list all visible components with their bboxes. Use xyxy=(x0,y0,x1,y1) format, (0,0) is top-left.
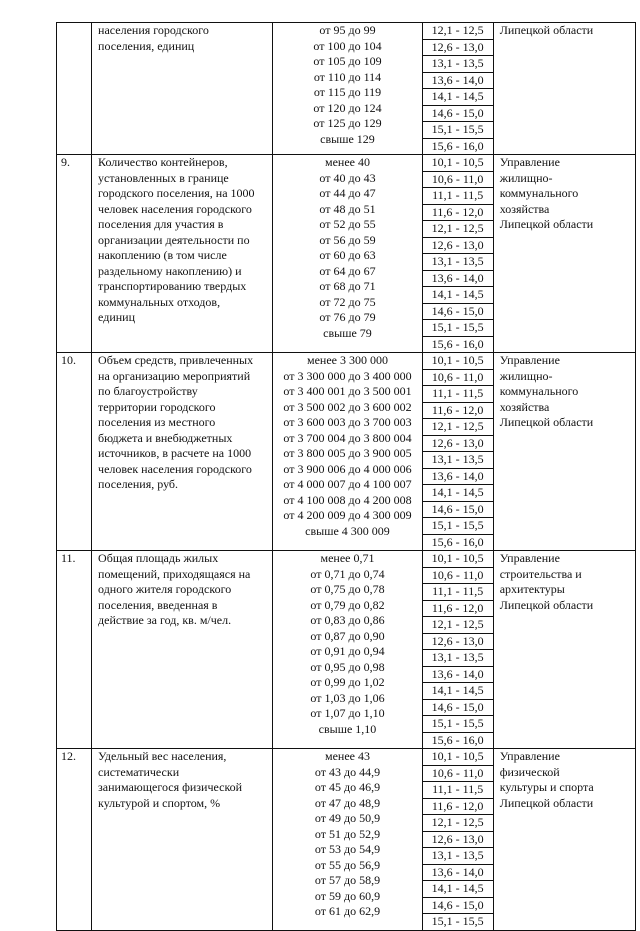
value-range: от 110 до 114 xyxy=(313,69,382,84)
value-range: от 0,95 до 0,98 xyxy=(310,659,385,674)
value-range: от 40 до 43 xyxy=(319,170,376,185)
score-value: 12,6 - 13,0 xyxy=(423,40,493,57)
score-value: 13,1 - 13,5 xyxy=(423,650,493,667)
score-cell xyxy=(422,23,493,155)
table-row xyxy=(57,155,636,353)
score-value: 11,1 - 11,5 xyxy=(423,782,493,799)
value-range: свыше 129 xyxy=(320,131,375,146)
score-value: 14,1 - 14,5 xyxy=(423,89,493,106)
responsible-org-line: Управление xyxy=(499,353,560,367)
score-value: 15,6 - 16,0 xyxy=(431,732,484,747)
score-value: 12,6 - 13,0 xyxy=(423,436,493,453)
score-value: 13,1 - 13,5 xyxy=(423,56,493,73)
value-range: от 47 до 48,9 xyxy=(314,795,381,810)
value-range: от 3 900 006 до 4 000 006 xyxy=(283,461,412,476)
value-range: от 60 до 63 xyxy=(319,248,376,262)
value-range-cell xyxy=(273,155,422,353)
indicator-name-line: Удельный вес населения, xyxy=(98,749,227,763)
score-value: 14,6 - 15,0 xyxy=(423,502,493,519)
indicator-name-cell xyxy=(92,353,273,551)
score-value: 15,1 - 15,5 xyxy=(431,914,484,928)
indicator-name-line: поселения для участия в xyxy=(98,217,224,231)
value-range: от 0,99 до 1,02 xyxy=(310,675,385,689)
indicator-name-line: раздельному накоплению) и xyxy=(98,263,242,278)
indicator-name-line: накоплению (в том числе xyxy=(98,248,227,262)
score-value: 11,6 - 12,0 xyxy=(423,205,493,222)
score-value: 13,6 - 14,0 xyxy=(423,667,493,684)
indicator-name-line: поселения из местного xyxy=(98,415,216,429)
score-value: 12,6 - 13,0 xyxy=(423,832,493,849)
indicator-name-line: помещений, приходящаяся на xyxy=(98,566,251,581)
score-value: 10,6 - 11,0 xyxy=(423,172,493,189)
value-range: от 48 до 51 xyxy=(319,201,376,216)
row-number: 9. xyxy=(61,155,70,169)
score-value: 10,1 - 10,5 xyxy=(423,353,493,370)
value-range: от 1,03 до 1,06 xyxy=(310,690,385,705)
value-range: от 100 до 104 xyxy=(313,38,382,53)
value-range: свыше 1,10 xyxy=(318,721,377,736)
row-number: 11. xyxy=(61,551,76,565)
value-range: от 95 до 99 xyxy=(319,23,376,37)
value-range: от 105 до 109 xyxy=(313,54,382,68)
score-value: 10,1 - 10,5 xyxy=(423,155,493,172)
responsible-org-line: хозяйства xyxy=(499,399,550,414)
score-value: 13,6 - 14,0 xyxy=(423,73,493,90)
score-value: 11,6 - 12,0 xyxy=(423,403,493,420)
value-range: от 55 до 56,9 xyxy=(314,857,381,872)
value-range: от 1,07 до 1,10 xyxy=(310,706,385,720)
row-number-cell xyxy=(57,155,92,353)
indicator-name-line: по благоустройству xyxy=(98,384,198,398)
score-value: 15,6 - 16,0 xyxy=(431,534,484,549)
responsible-org-cell xyxy=(493,353,635,551)
indicator-name-line: систематически xyxy=(98,764,180,779)
score-value: 15,6 - 16,0 xyxy=(431,138,484,153)
indicators-table-body xyxy=(57,23,636,931)
score-value: 12,1 - 12,5 xyxy=(423,221,493,238)
score-value: 14,6 - 15,0 xyxy=(423,898,493,915)
value-range: от 3 800 005 до 3 900 005 xyxy=(283,446,412,460)
value-range: от 44 до 47 xyxy=(319,186,376,200)
responsible-org-line: Управление xyxy=(499,155,560,169)
indicator-name-line: единиц xyxy=(98,310,136,324)
value-range: от 49 до 50,9 xyxy=(314,811,381,825)
score-value: 11,6 - 12,0 xyxy=(423,799,493,816)
indicator-name-line: населения городского xyxy=(98,23,209,37)
responsible-org-line: коммунального xyxy=(499,186,579,200)
row-number-cell xyxy=(57,353,92,551)
value-range: свыше 79 xyxy=(323,325,372,340)
value-range: от 61 до 62,9 xyxy=(314,904,381,918)
indicator-name-line: городского поселения, на 1000 xyxy=(98,186,255,200)
indicator-name-line: занимающегося физической xyxy=(98,780,243,794)
responsible-org-cell xyxy=(493,749,635,931)
row-number-cell xyxy=(57,551,92,749)
value-range: менее 43 xyxy=(324,749,370,763)
score-value: 15,1 - 15,5 xyxy=(423,518,493,535)
score-value: 10,6 - 11,0 xyxy=(423,766,493,783)
score-value: 10,6 - 11,0 xyxy=(423,568,493,585)
indicator-name-line: коммунальных отходов, xyxy=(98,294,221,309)
responsible-org-line: Липецкой области xyxy=(499,415,594,429)
value-range: от 56 до 59 xyxy=(319,232,376,247)
score-value: 10,1 - 10,5 xyxy=(423,551,493,568)
score-value: 14,6 - 15,0 xyxy=(423,304,493,321)
value-range: от 51 до 52,9 xyxy=(314,826,381,841)
indicator-name-line: Количество контейнеров, xyxy=(98,155,228,169)
score-value: 14,1 - 14,5 xyxy=(423,683,493,700)
responsible-org-cell xyxy=(493,551,635,749)
value-range: от 59 до 60,9 xyxy=(314,888,381,903)
row-number xyxy=(61,23,91,39)
indicator-name-line: поселения, введенная в xyxy=(98,597,218,612)
value-range: от 125 до 129 xyxy=(313,116,382,130)
value-range: менее 40 xyxy=(324,155,370,169)
score-cell xyxy=(422,551,493,749)
indicators-table xyxy=(56,22,636,931)
responsible-org-line: строительства и xyxy=(499,566,582,581)
score-value: 14,1 - 14,5 xyxy=(423,485,493,502)
value-range: от 4 200 009 до 4 300 009 xyxy=(283,508,412,522)
score-value: 12,6 - 13,0 xyxy=(423,634,493,651)
score-value: 12,1 - 12,5 xyxy=(423,815,493,832)
table-row xyxy=(57,551,636,749)
score-cell xyxy=(422,749,493,931)
table-row xyxy=(57,23,636,155)
indicator-name-line: человек населения городского xyxy=(98,201,252,216)
value-range-cell xyxy=(273,749,422,931)
responsible-org-cell xyxy=(493,155,635,353)
row-number: 12. xyxy=(61,749,76,763)
score-value: 14,6 - 15,0 xyxy=(423,700,493,717)
responsible-org-line: Управление xyxy=(499,551,560,565)
responsible-org-line: хозяйства xyxy=(499,201,550,216)
value-range: от 52 до 55 xyxy=(319,217,376,231)
score-value: 15,1 - 15,5 xyxy=(423,320,493,337)
score-value: 13,1 - 13,5 xyxy=(423,848,493,865)
value-range-cell xyxy=(273,353,422,551)
value-range: от 68 до 71 xyxy=(319,279,376,293)
indicator-name-line: установленных в границе xyxy=(98,170,229,185)
responsible-org-line: коммунального xyxy=(499,384,579,398)
score-value: 13,6 - 14,0 xyxy=(423,865,493,882)
value-range: от 120 до 124 xyxy=(313,100,382,115)
responsible-org-line: Управление xyxy=(499,749,560,763)
score-cell xyxy=(422,353,493,551)
value-range: от 53 до 54,9 xyxy=(314,842,381,856)
score-value: 10,6 - 11,0 xyxy=(423,370,493,387)
responsible-org-line: физической xyxy=(499,764,560,779)
responsible-org-line: культуры и спорта xyxy=(499,780,594,794)
score-value: 13,6 - 14,0 xyxy=(423,271,493,288)
score-value: 15,1 - 15,5 xyxy=(423,122,493,139)
row-number: 10. xyxy=(61,353,76,367)
score-value: 12,1 - 12,5 xyxy=(423,23,493,40)
table-row xyxy=(57,353,636,551)
score-value: 14,1 - 14,5 xyxy=(423,287,493,304)
indicator-name-line: источников, в расчете на 1000 xyxy=(98,446,252,460)
score-value: 10,1 - 10,5 xyxy=(423,749,493,766)
indicator-name-line: действие за год, кв. м/чел. xyxy=(98,613,232,627)
score-value: 11,1 - 11,5 xyxy=(423,188,493,205)
score-value: 13,6 - 14,0 xyxy=(423,469,493,486)
value-range-cell xyxy=(273,23,422,155)
score-value: 12,1 - 12,5 xyxy=(423,617,493,634)
indicator-name-line: человек населения городского xyxy=(98,461,252,476)
value-range: от 57 до 58,9 xyxy=(314,873,381,887)
score-value: 12,1 - 12,5 xyxy=(423,419,493,436)
value-range-cell xyxy=(273,551,422,749)
indicator-name-line: культурой и спортом, % xyxy=(98,795,221,810)
score-value: 11,6 - 12,0 xyxy=(423,601,493,618)
responsible-org-line: Липецкой области xyxy=(499,795,594,810)
responsible-org-line: Липецкой области xyxy=(499,217,594,231)
score-value: 15,6 - 16,0 xyxy=(431,336,484,351)
indicator-name-line: одного жителя городского xyxy=(98,582,232,596)
value-range: от 0,87 до 0,90 xyxy=(310,628,385,643)
value-range: свыше 4 300 009 xyxy=(305,523,390,538)
responsible-org-line: жилищно- xyxy=(499,170,553,185)
responsible-org-line: жилищно- xyxy=(499,368,553,383)
value-range: от 3 700 004 до 3 800 004 xyxy=(283,430,412,445)
value-range: от 3 600 003 до 3 700 003 xyxy=(283,415,412,429)
score-value: 12,6 - 13,0 xyxy=(423,238,493,255)
value-range: от 0,71 до 0,74 xyxy=(310,566,385,581)
value-range: от 76 до 79 xyxy=(319,310,376,324)
indicator-name-line: Общая площадь жилых xyxy=(98,551,219,565)
score-cell xyxy=(422,155,493,353)
value-range: от 64 до 67 xyxy=(319,263,376,278)
value-range: от 4 000 007 до 4 100 007 xyxy=(283,477,412,491)
responsible-org-line: Липецкой области xyxy=(499,23,594,37)
value-range: менее 0,71 xyxy=(320,551,375,565)
indicator-name-line: бюджета и внебюджетных xyxy=(98,430,233,445)
score-value: 13,1 - 13,5 xyxy=(423,254,493,271)
indicator-name-line: на организацию мероприятий xyxy=(98,368,251,383)
responsible-org-cell xyxy=(493,23,635,155)
score-value: 13,1 - 13,5 xyxy=(423,452,493,469)
row-number-cell xyxy=(57,23,92,155)
value-range: от 0,79 до 0,82 xyxy=(310,597,385,612)
value-range: от 0,91 до 0,94 xyxy=(310,644,385,658)
row-number-cell xyxy=(57,749,92,931)
score-value: 11,1 - 11,5 xyxy=(423,584,493,601)
indicator-name-cell xyxy=(92,155,273,353)
responsible-org-line: архитектуры xyxy=(499,582,565,596)
value-range: от 3 500 002 до 3 600 002 xyxy=(283,399,412,414)
value-range: от 0,75 до 0,78 xyxy=(310,582,385,596)
value-range: от 115 до 119 xyxy=(313,85,382,99)
score-value: 14,1 - 14,5 xyxy=(423,881,493,898)
value-range: от 72 до 75 xyxy=(319,294,376,309)
table-row xyxy=(57,749,636,931)
responsible-org-line: Липецкой области xyxy=(499,597,594,612)
indicator-name-cell xyxy=(92,23,273,155)
score-value: 15,1 - 15,5 xyxy=(423,716,493,733)
indicator-name-cell xyxy=(92,749,273,931)
value-range: от 3 400 001 до 3 500 001 xyxy=(283,384,412,398)
indicator-name-line: транспортированию твердых xyxy=(98,279,247,293)
value-range: от 43 до 44,9 xyxy=(314,764,381,779)
indicator-name-line: территории городского xyxy=(98,399,216,414)
value-range: менее 3 300 000 xyxy=(306,353,388,367)
value-range: от 0,83 до 0,86 xyxy=(310,613,385,627)
indicator-name-cell xyxy=(92,551,273,749)
value-range: от 3 300 000 до 3 400 000 xyxy=(283,368,412,383)
value-range: от 45 до 46,9 xyxy=(314,780,381,794)
indicator-name-line: поселения, руб. xyxy=(98,477,179,491)
indicator-name-line: организации деятельности по xyxy=(98,232,250,247)
indicator-name-line: поселения, единиц xyxy=(98,38,195,53)
score-value: 11,1 - 11,5 xyxy=(423,386,493,403)
value-range: от 4 100 008 до 4 200 008 xyxy=(283,492,412,507)
indicator-name-line: Объем средств, привлеченных xyxy=(98,353,254,367)
score-value: 14,6 - 15,0 xyxy=(423,106,493,123)
